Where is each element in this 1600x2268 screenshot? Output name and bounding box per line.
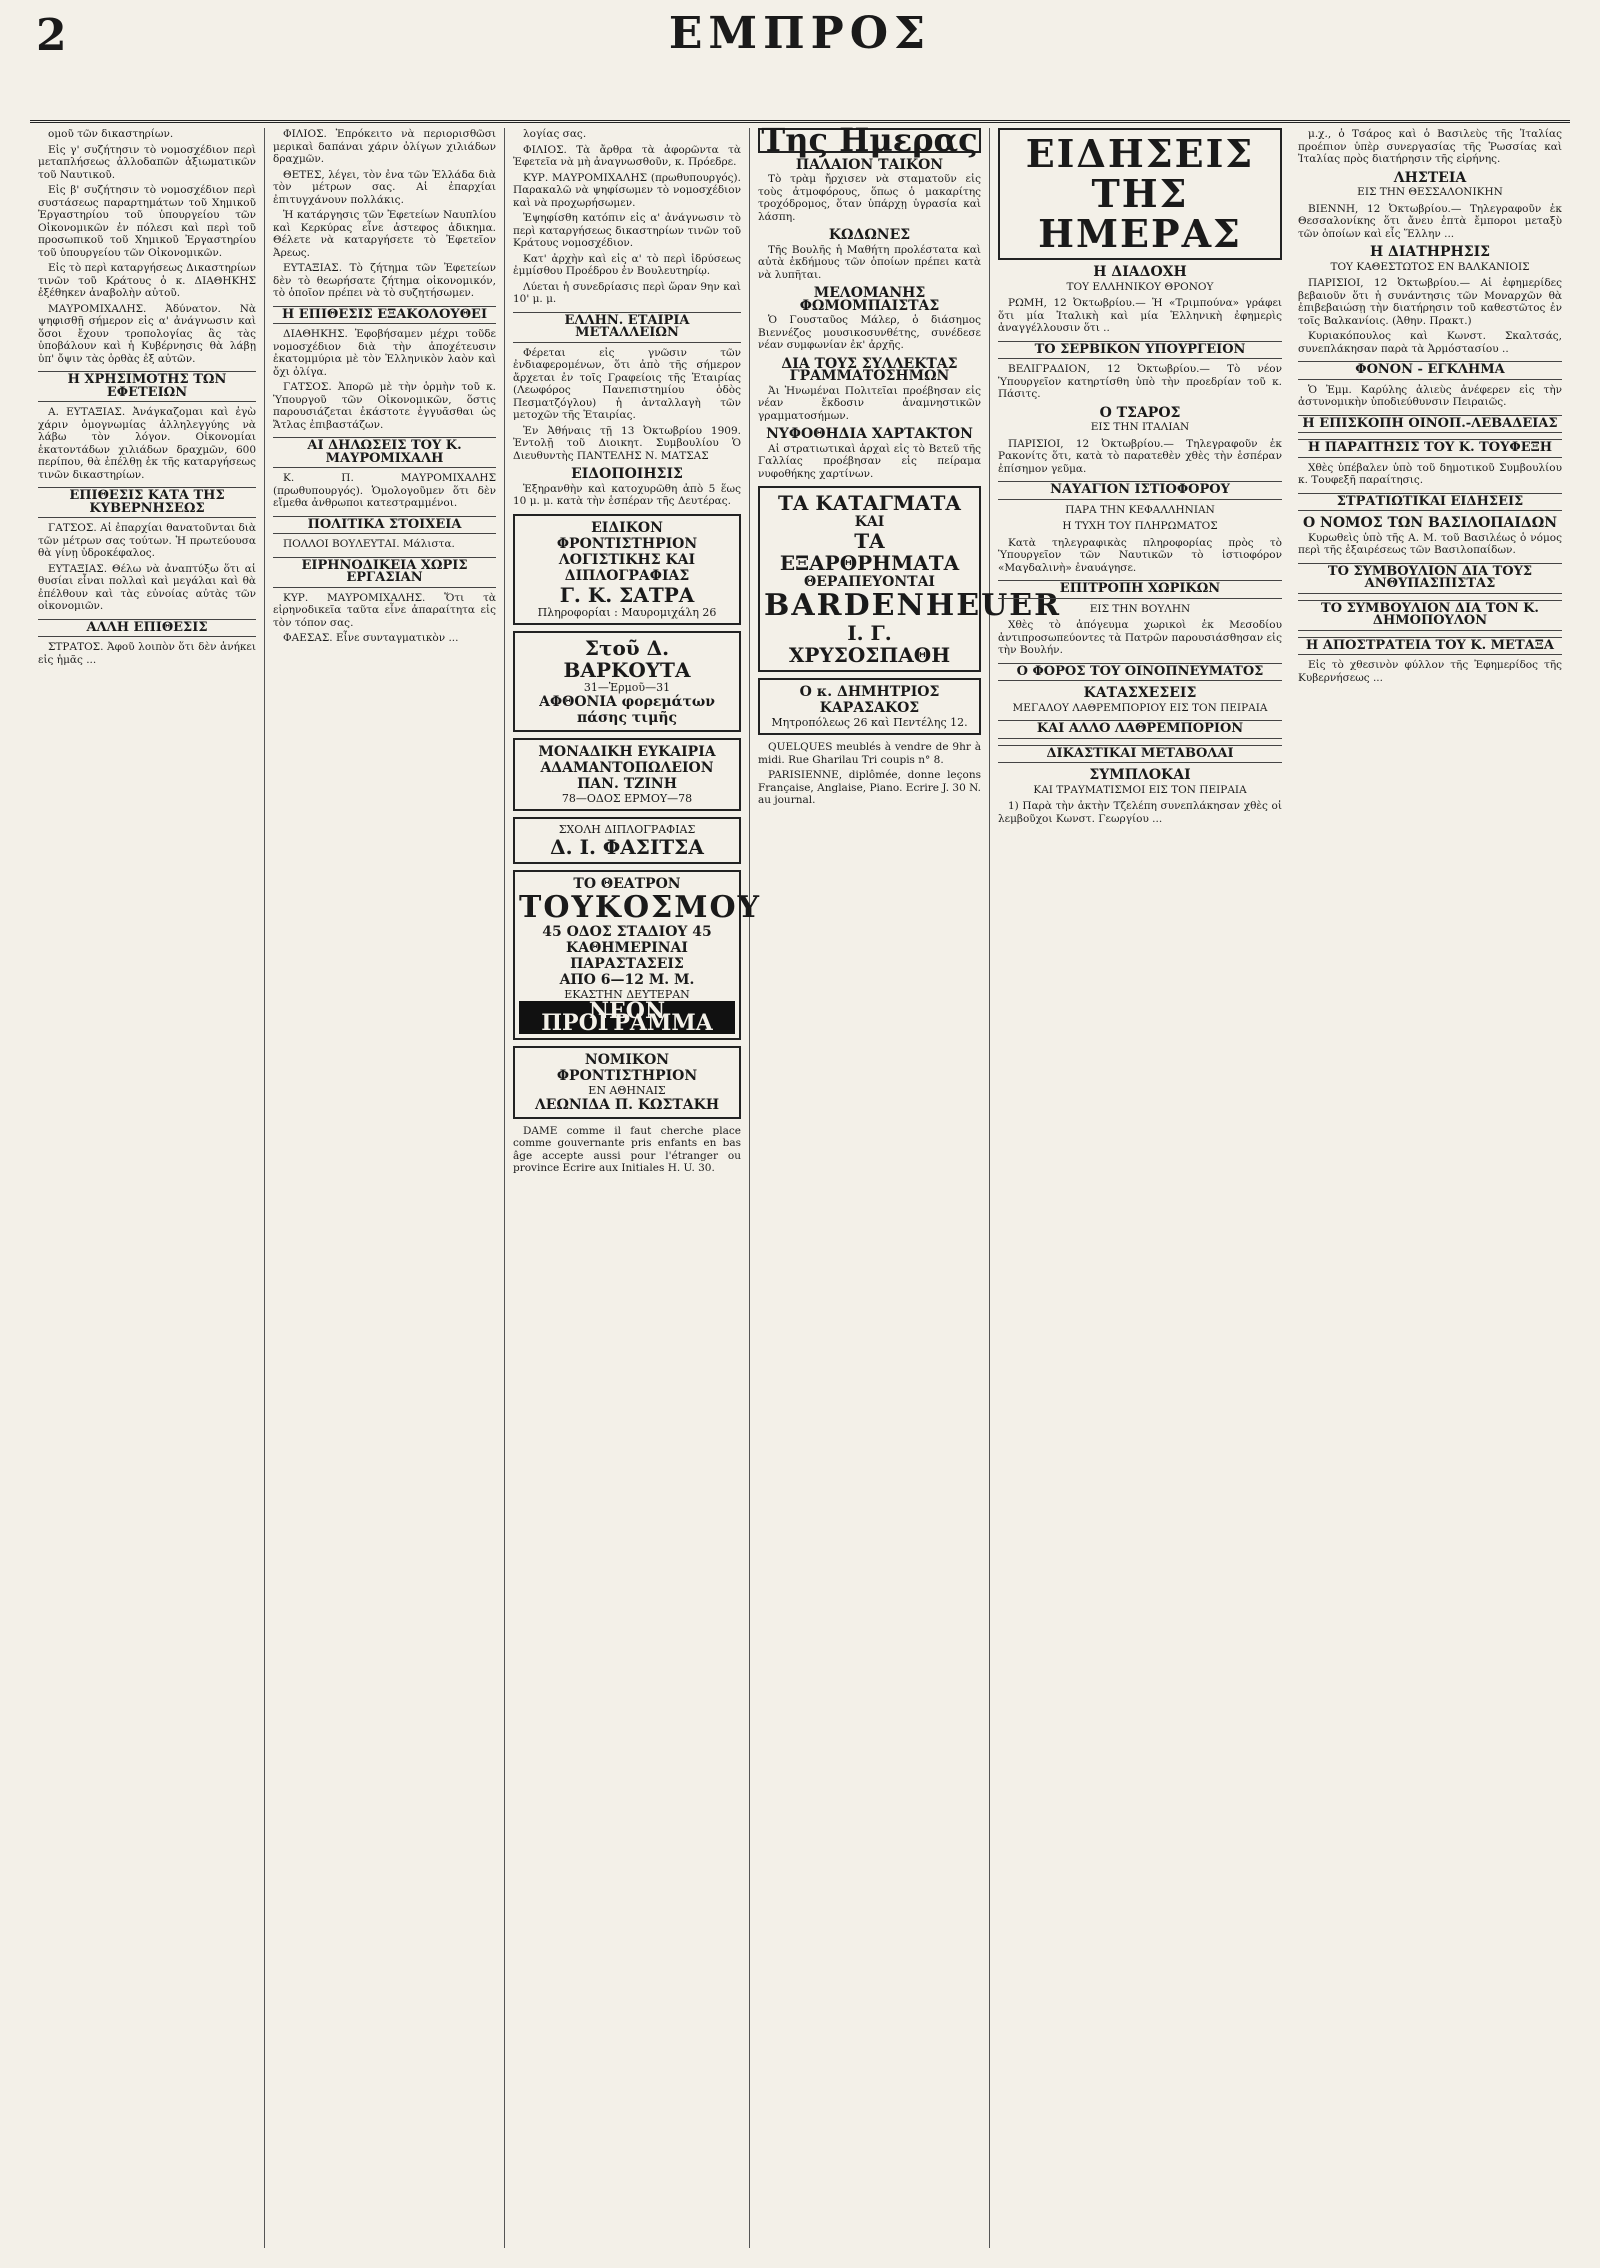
article-text: ομοῦ τῶν δικαστηρίων.	[48, 128, 174, 140]
article-text: Α. ΕΥΤΑΞΙΑΣ. Ἀνάγκαζομαι καὶ ἐγὼ χάριν ὁμογνωμίας ἀλληλεγγύης νὰ λάβω τὸν λόγον. Οἰκονομίαι ἑκατοντάδων χιλιάδων δραχμῶν, 600 περίπου, θὰ ἐπέλθῃ ἐκ τῆς καταργήσεως τινῶν δικαστηρίων.	[38, 406, 256, 481]
column-1	[30, 128, 265, 2248]
section-heading: ΕΠΙΤΡΟΠΗ ΧΩΡΙΚΩΝ	[998, 580, 1282, 599]
section-heading: ΤΟ ΣΥΜΒΟΥΛΙΟΝ ΔΙΑ ΤΟΝ Κ. ΔΗΜΟΠΟΥΛΟΝ	[1298, 600, 1562, 631]
ad-title: ΤΑ ΕΞΑΡΘΡΗΜΑΤΑ	[779, 529, 960, 575]
article-text: ΕΥΤΑΞΙΑΣ. Θέλω νὰ ἀναπτύξω ὅτι αἱ θυσίαι εἶναι πολλαὶ καὶ μεγάλαι καὶ θὰ ἐπέλθουν καὶ τὰς εὐνοίας αὐτὰς τῶν οἰκονομιῶν.	[38, 562, 256, 612]
ad-text: ΑΦΘΟΝΙΑ φορεμάτων πάσης τιμῆς	[539, 693, 715, 726]
article-text: Εἰς γ' συζήτησιν τὸ νομοσχέδιον περὶ μεταπλήσεως ἀλλοδαπῶν ἀξιωματικῶν τοῦ Ναυτικοῦ.	[38, 143, 256, 181]
article-text: ΓΑΤΣΟΣ. Αἱ ἐπαρχίαι θανατοῦνται διὰ τῶν μέτρων σας τούτων. Ἡ πρωτεύουσα θὰ γίνῃ ὑδροκέφαλος.	[38, 522, 256, 559]
article-text: Λύεται ἡ συνεδρίασις περὶ ὥραν 9ην καὶ 10' μ. μ.	[513, 280, 741, 305]
ad-name: ΛΕΩΝΙΔΑ Π. ΚΩΣΤΑΚΗ	[534, 1096, 720, 1113]
article-text: ΡΩΜΗ, 12 Ὀκτωβρίου.— Ἡ «Τριμπούνα» γράφει ὅτι μία Ἰταλικὴ καὶ μία Ἑλληνικὴ ἐφημερὶς ἀναγγέλλουσιν ὅτι ..	[998, 297, 1282, 334]
section-subheading: ΤΟΥ ΚΑΘΕΣΤΩΤΟΣ ΕΝ ΒΑΛΚΑΝΙΟΙΣ	[1330, 260, 1530, 273]
section-heading: ΔΙΑ ΤΟΥΣ ΣΥΛΛΕΚΤΑΣ ΓΡΑΜΜΑΤΟΣΗΜΩΝ	[781, 355, 958, 384]
section-heading: ΔΙΚΑΣΤΙΚΑΙ ΜΕΤΑΒΟΛΑΙ	[998, 745, 1282, 764]
ad-title: ΝΟΜΙΚΟΝ ΦΡΟΝΤΙΣΤΗΡΙΟΝ	[556, 1051, 698, 1084]
section-heading: ΕΠΙΘΕΣΙΣ ΚΑΤΑ ΤΗΣ ΚΥΒΕΡΝΗΣΕΩΣ	[38, 487, 256, 518]
article-text: ΓΑΤΣΟΣ. Ἀπορῶ μὲ τὴν ὁρμὴν τοῦ κ. Ὑπουργοῦ τῶν Οἰκονομικῶν, ὅστις παρουσιάζεται ἐκάστοτε ἐγγυᾶσθαι ὡς Ἄτλας ἐπιβαστάζων.	[273, 381, 496, 431]
section-subheading: ΜΕΓΑΛΟΥ ΛΑΘΡΕΜΠΟΡΙΟΥ ΕΙΣ ΤΟΝ ΠΕΙΡΑΙΑ	[1012, 701, 1268, 714]
newspaper-name: ΕΜΠΡΟΣ	[668, 8, 932, 59]
section-heading: Η ΕΠΙΘΕΣΙΣ ΕΞΑΚΟΛΟΥΘΕΙ	[273, 306, 496, 325]
column-6	[1290, 128, 1570, 2248]
article-text: Κυριακόπουλος καὶ Κωνστ. Σκαλτσάς, συνεπλάκησαν παρὰ τὰ Ἀρμόστασίου ..	[1298, 330, 1562, 355]
section-heading: ΚΑΙ ΑΛΛΟ ΛΑΘΡΕΜΠΟΡΙΟΝ	[998, 720, 1282, 739]
section-heading: ΚΑΤΑΣΧΕΣΕΙΣ	[1083, 685, 1197, 701]
ad-text: 78—ΟΔΟΣ ΕΡΜΟΥ—78	[561, 791, 693, 805]
advertisement	[513, 631, 741, 732]
article-text: ΦΑΕΣΑΣ. Εἶνε συνταγματικὸν ...	[283, 632, 459, 644]
ad-name: BARDENHEUER	[764, 588, 1062, 623]
section-heading: ΠΑΛΑΙΟΝ ΤΑΙΚΟΝ	[795, 156, 944, 173]
article-text: Εἰς τὸ χθεσινὸν φύλλον τῆς Ἐφημερίδος τῆς Κυβερνήσεως ...	[1298, 659, 1562, 684]
section-heading: ΝΑΥΑΓΙΟΝ ΙΣΤΙΟΦΟΡΟΥ	[998, 481, 1282, 500]
section-heading: Η ΠΑΡΑΙΤΗΣΙΣ ΤΟΥ Κ. ΤΟΥΦΕΞΗ	[1298, 439, 1562, 458]
article-text: Φέρεται εἰς γνῶσιν τῶν ἐνδιαφερομένων, ὅτι ἀπὸ τῆς σήμερον ἄρχεται ἐν τοῖς Γραφείοις τῆς Ἑταιρίας (Λεωφόρος Πανεπιστημίου ὁδὸς Πεσματζόγλου) ἡ ἀνταλλαγὴ τῶν μετοχῶν τῆς Ἑταιρίας.	[513, 346, 741, 421]
columns	[30, 121, 1570, 2248]
section-heading: Η ΧΡΗΣΙΜΟΤΗΣ ΤΩΝ ΕΦΕΤΕΙΩΝ	[38, 371, 256, 402]
section-heading: Ο ΝΟΜΟΣ ΤΩΝ ΒΑΣΙΛΟΠΑΙΔΩΝ	[1302, 515, 1558, 531]
ad-text: Μητροπόλεως 26 καὶ Πεντέλης 12.	[771, 716, 968, 729]
ad-text: 31—Ἑρμοῦ—31	[583, 680, 671, 694]
section-heading: Ο ΤΣΑΡΟΣ	[1099, 404, 1181, 421]
ad-text: 45 ΟΔΟΣ ΣΤΑΔΙΟΥ 45	[542, 923, 712, 940]
article-text: Ἡ κατάργησις τῶν Ἐφετείων Ναυπλίου καὶ Κερκύρας εἶνε ἀστεφος ἀδικημα. Θέλετε νὰ καταργήσετε τὸ Ἐφετεῖον Ἀρεως.	[273, 209, 496, 259]
masthead	[30, 8, 1570, 123]
article-text: ΒΙΕΝΝΗ, 12 Ὀκτωβρίου.— Τηλεγραφοῦν ἐκ Θεσσαλονίκης ὅτι ἄνευ ἑπτὰ ἔμποροι μεταξὺ τῶν ὁποίων καὶ εἷς Ἕλλην ...	[1298, 202, 1562, 240]
article-text: Εἰς τὸ περὶ καταργήσεως Δικαστηρίων τινῶν τοῦ Κράτους ὁ κ. ΔΙΑΘΗΚΗΣ ἐξέθηκεν ἀναβολὴν αὐτοῦ.	[38, 262, 256, 299]
article-text: ΚΥΡ. ΜΑΥΡΟΜΙΧΑΛΗΣ. Ὅτι τὰ εἰρηνοδικεῖα ταῦτα εἶνε ἀπαραίτητα εἰς τὸν τόπον σας.	[273, 591, 496, 629]
article-text: Εἰς β' συζήτησιν τὸ νομοσχέδιον περὶ συστάσεως παραρτημάτων τοῦ Χημικοῦ Ἐργαστηρίου τοῦ ὑπουργείου τῶν Οἰκονομικῶν ἐν πόλεσι καὶ περὶ τοῦ προσωπικοῦ τοῦ Χημικοῦ Ἐργαστηρίου τοῦ ὑπουργείου τῶν Οἰκονομικῶν.	[38, 184, 256, 259]
section-heading: ΣΥΜΠΛΟΚΑΙ	[1089, 767, 1191, 783]
ad-text: ΚΑΘΗΜΕΡΙΝΑΙ ΠΑΡΑΣΤΑΣΕΙΣ	[566, 939, 688, 972]
section-heading: Η ΑΠΟΣΤΡΑΤΕΙΑ ΤΟΥ Κ. ΜΕΤΑΞΑ	[1298, 637, 1562, 656]
section-heading: ΕΙΔΟΠΟΙΗΣΙΣ	[571, 466, 683, 482]
article-text: Αἱ στρατιωτικαὶ ἀρχαὶ εἰς τὸ Βετεῦ τῆς Γαλλίας προέβησαν εἰς πείραμα νυφοθήκης χαρτίνων.	[758, 442, 981, 480]
ad-subtitle: ΕΝ ΑΘΗΝΑΙΣ	[588, 1083, 666, 1097]
article-text: Τῆς Βουλῆς ἡ Μαθήτη προλέστατα καὶ αὐτὰ ἐκδήμους τῶν ὁποίων πρέπει κατὰ νὰ λυπῆται.	[758, 243, 981, 281]
ad-text: Πληροφορίαι : Μαυρομιχάλη 26	[537, 605, 717, 619]
column-4	[750, 121, 1062, 2248]
article-text: ΘΕΤΕΣ, λέγει, τὸν ἐνα τῶν Ἑλλάδα διὰ τὸν μέτρων σας. Αἱ ἐπαρχίαι ἐπιτυγχάνουν πολλάκις.	[273, 168, 496, 206]
section-subheading: ΕΙΣ ΤΗΝ ΙΤΑΛΙΑΝ	[1090, 421, 1190, 433]
advertisement	[513, 1046, 741, 1119]
advertisement	[758, 486, 1062, 672]
article-text: ΠΑΡΙΣΙΟΙ, 12 Ὀκτωβρίου.— Αἱ ἐφημερίδες βεβαιοῦν ὅτι ἡ συνάντησις τῶν Μοναρχῶν θὰ ἐπιβεβαιώσῃ τὴν διατήρησιν τοῦ καθεστῶτος ἐν τοῖς Βαλκανίοις. (Ἀθην. Πρακτ.)	[1298, 277, 1562, 327]
section-subheading: ΚΑΙ ΤΡΑΥΜΑΤΙΣΜΟΙ ΕΙΣ ΤΟΝ ΠΕΙΡΑΙΑ	[1033, 783, 1247, 796]
ad-name: Γ. Κ. ΣΑΤΡΑ	[559, 582, 695, 607]
ad-text: ΕΚΑΣΤΗΝ ΔΕΥΤΕΡΑΝ	[564, 987, 690, 1001]
article-text: ΠΑΡΙΣΙΟΙ, 12 Ὀκτωβρίου.— Τηλεγραφοῦν ἐκ Ρακονίτς ὅτι, κατὰ τὸ παρατεθὲν χθὲς τὴν ἑσπέραν ἐπίσημον γεῦμα.	[998, 437, 1282, 475]
article-text: ΕΥΤΑΞΙΑΣ. Τὸ ζήτημα τῶν Ἐφετείων δὲν τὸ θεωρήσατε ζήτημα οἰκονομικόν, τὸ ὁποῖον πρέπει νὰ τὸ συζητήσωμεν.	[273, 262, 496, 299]
ad-title: Στοῦ Δ. ΒΑΡΚΟΥΤΑ	[563, 635, 691, 682]
article-text: Ἐψηφίσθη κατόπιν εἰς α' ἀνάγνωσιν τὸ περὶ καταργήσεως δικαστηρίων τινῶν τοῦ Κράτους νομοσχέδιον.	[513, 212, 741, 249]
article-text: Ἑξηρανθὴν καὶ κατοχυρῶθη ἀπὸ 5 ἕως 10 μ. μ. κατὰ τὴν ἑσπέραν τῆς Δευτέρας.	[513, 482, 741, 507]
article-text: ΒΕΛΙΓΡΑΔΙΟΝ, 12 Ὀκτωβρίου.— Τὸ νέον Ὑπουργεῖον κατηρτίσθη ὑπὸ τὴν προεδρίαν τοῦ κ. Πάσιτς.	[998, 363, 1282, 400]
article-text: Κατὰ τηλεγραφικὰς πληροφορίας πρὸς τὸ Ὑπουργεῖον τῶν Ναυτικῶν τὸ ἱστιοφόρον «Μαγδαλινὴ» ἐναυάγησε.	[998, 536, 1282, 574]
column-title: Της Ημερας	[758, 128, 981, 153]
ad-text: ΘΕΡΑΠΕΥΟΝΤΑΙ	[804, 574, 935, 590]
section-subheading: ΤΟΥ ΕΛΛΗΝΙΚΟΥ ΘΡΟΝΟΥ	[1066, 280, 1214, 293]
section-heading: ΤΟ ΣΥΜΒΟΥΛΙΟΝ ΔΙΑ ΤΟΥΣ ΑΝΘΥΠΑΣΠΙΣΤΑΣ	[1298, 563, 1562, 594]
ad-title: ΤΟ ΘΕΑΤΡΟΝ	[573, 875, 681, 892]
section-subheading: ΕΙΣ ΤΗΝ ΒΟΥΛΗΝ	[1089, 602, 1191, 615]
theatre-advertisement	[513, 870, 762, 1040]
ad-title: ΜΟΝΑΔΙΚΗ ΕΥΚΑΙΡΙΑ	[538, 743, 716, 760]
section-subheading: ΕΙΣ ΤΗΝ ΘΕΣΣΑΛΟΝΙΚΗΝ	[1357, 186, 1503, 198]
section-heading: ΝΥΦΟΘΗΔΙΑ ΧΑΡΤΑΚΤΟΝ	[766, 426, 973, 442]
article-text: λογίας σας.	[523, 128, 587, 140]
section-heading: ΑΙ ΔΗΛΩΣΕΙΣ ΤΟΥ Κ. ΜΑΥΡΟΜΙΧΑΛΗ	[273, 437, 496, 468]
ad-subtitle: ΑΔΑΜΑΝΤΟΠΩΛΕΙΟΝ ΠΑΝ. ΤΖΙΝΗ	[540, 759, 714, 792]
news-of-the-day-title: ΕΙΔΗΣΕΙΣ ΤΗΣ ΗΜΕΡΑΣ	[998, 128, 1282, 260]
ad-title: ΣΧΟΛΗ ΔΙΠΛΟΓΡΑΦΙΑΣ	[558, 822, 696, 836]
ad-name: ΤΟΥΚΟΣΜΟΥ	[519, 889, 762, 925]
advertisement	[513, 817, 741, 864]
article-text: ΚΥΡ. ΜΑΥΡΟΜΙΧΑΛΗΣ (πρωθυπουργός). Παρακαλῶ νὰ ψηφίσωμεν τὸ νομοσχέδιον καὶ νὰ προχωρήσωμεν.	[513, 171, 741, 209]
article-text: Κ. Π. ΜΑΥΡΟΜΙΧΑΛΗΣ (πρωθυπουργός). Ὁμολογοῦμεν ὅτι δὲν εἴμεθα ἀνθρωποι κατεστραμμένοι.	[273, 472, 496, 509]
article-text: Ὁ Γουσταῦος Μάλερ, ὁ διάσημος Βιεννέζος μουσικοσυνθέτης, συνέδεσε νέαν συμφωνίαν ἐκ' ἀρχῆς.	[758, 314, 981, 351]
ad-text: ΑΠΟ 6—12 Μ. Μ.	[559, 971, 695, 988]
classified-ad: DAME comme il faut cherche place comme gouvernante pris enfants en bas âge accepte aussi pour l'étranger ou province Ecrire aux Initiales H. U. 30.	[513, 1124, 741, 1174]
article-text: Κατ' ἀρχὴν καὶ εἰς α' τὸ περὶ ἱδρύσεως ἐμμίσθου Προέδρου ἐν Βουλευτηρίῳ.	[513, 252, 741, 277]
section-heading: ΠΟΛΙΤΙΚΑ ΣΤΟΙΧΕΙΑ	[273, 516, 496, 535]
section-heading: ΣΤΡΑΤΙΩΤΙΚΑΙ ΕΙΔΗΣΕΙΣ	[1298, 493, 1562, 512]
section-heading: ΦΟΝΟΝ - ΕΓΚΛΗΜΑ	[1298, 361, 1562, 380]
ad-banner: ΝΕΟΝ ΠΡΟΓΡΑΜΜΑ	[519, 1001, 735, 1034]
article-text: Κυρωθεὶς ὑπὸ τῆς Α. Μ. τοῦ Βασιλέως ὁ νόμος περὶ τῆς ἐξαιρέσεως τῶν Βασιλοπαίδων.	[1298, 531, 1562, 556]
ad-title: ΕΙΔΙΚΟΝ ΦΡΟΝΤΙΣΤΗΡΙΟΝ	[556, 519, 698, 552]
ad-name: Δ. Ι. ΦΑΣΙΤΣΑ	[550, 834, 704, 859]
classified-ad: QUELQUES meublés à vendre de 9hr à midi. Rue Gharilau Tri coupis n° 8.	[758, 741, 981, 766]
article-text: Ὁ Ἐμμ. Καρύλης ἀλιεὺς ἀνέφερεν εἰς τὴν ἀστυνομικὴν ὑποδιεύθυνσιν Πειραιῶς.	[1298, 383, 1562, 408]
section-heading: ΚΩΔΩΝΕΣ	[828, 227, 911, 243]
article-text: Τὸ τρὰμ ἤρχισεν νὰ σταματοῦν εἰς τοὺς ἀτμοφόρους, ὅπως ὁ μακαρίτης τροχόδρομος, ὅταν ὑπάρχῃ ὑγρασία καὶ λάσπη.	[758, 173, 981, 223]
section-heading: ΜΕΛΟΜΑΝΗΣ ΦΩΜΟΜΠΑΙΣΤΑΣ	[799, 285, 940, 314]
column-3	[505, 128, 762, 2248]
section-heading: Η ΕΠΙΣΚΟΠΗ ΟΙΝΟΠ.-ΛΕΒΑΔΕΙΑΣ	[1298, 415, 1562, 434]
section-heading: ΑΛΛΗ ΕΠΙΘΕΣΙΣ	[38, 619, 256, 638]
article-text: ΜΑΥΡΟΜΙΧΑΛΗΣ. Ἀδύνατον. Νὰ ψηφισθῇ σήμερον εἰς α' ἀνάγνωσιν καὶ ὅσοι ἔχουν τροπολογίας ἂς τὰς ὑποβάλουν καὶ ἡ Κυβέρνησις θὰ λάβῃ ὑπ' ὄψιν τὰς ὁρθὰς ἐξ αὐτῶν.	[38, 302, 256, 365]
column-5	[990, 128, 1290, 2248]
ad-title: Ο κ. ΔΗΜΗΤΡΙΟΣ ΚΑΡΑΣΑΚΟΣ	[799, 684, 940, 716]
article-text: Χθὲς τὸ ἀπόγευμα χωρικοὶ ἐκ Μεσοδίου ἀντιπροσωπεύοντες τὰ Πατρῶν παρουσιάσθησαν εἰς τὴν Βουλήν.	[998, 619, 1282, 656]
article-text: ΠΟΛΛΟΙ ΒΟΥΛΕΥΤΑΙ. Μάλιστα.	[283, 538, 455, 550]
section-heading: ΕΛΛΗΝ. ΕΤΑΙΡΙΑ ΜΕΤΑΛΛΕΙΩΝ	[513, 312, 741, 343]
article-text: ΔΙΑΘΗΚΗΣ. Ἐφοβήσαμεν μέχρι τοῦδε νομοσχέδιον διὰ τὴν ἀποχέτευσιν ἐκατομμύρια μὲ τὸν Ἑλληνικὸν λαὸν καὶ ὄχι ὀλίγα.	[273, 328, 496, 378]
advertisement	[513, 738, 741, 811]
article-text: Χθὲς ὑπέβαλεν ὑπὸ τοῦ δημοτικοῦ Συμβουλίου κ. Τουφεξῆ παραίτησις.	[1298, 461, 1562, 486]
ad-text: ΚΑΙ	[854, 514, 885, 530]
section-heading: Η ΔΙΑΤΗΡΗΣΙΣ	[1369, 244, 1491, 260]
ad-subtitle: ΛΟΓΙΣΤΙΚΗΣ ΚΑΙ ΔΙΠΛΟΓΡΑΦΙΑΣ	[558, 551, 696, 584]
section-heading: Ο ΦΟΡΟΣ ΤΟΥ ΟΙΝΟΠΝΕΥΜΑΤΟΣ	[998, 663, 1282, 682]
ad-title: ΤΑ ΚΑΤΑΓΜΑΤΑ	[778, 491, 961, 515]
advertisement	[758, 678, 981, 735]
column-2	[265, 128, 505, 2248]
page-number: 2	[36, 10, 67, 61]
article-text: ΦΙΛΙΟΣ. Ἐπρόκειτο νὰ περιορισθῶσι μερικαὶ δαπάναι χάριν ὀλίγων χιλιάδων δραχμῶν.	[273, 128, 496, 165]
article-text: Ἐν Ἀθήναις τῇ 13 Ὀκτωβρίου 1909. Ἐντολῇ τοῦ Διοικητ. Συμβουλίου Ὁ Διευθυντὴς ΠΑΝΤΕΛΗΣ Ν. ΜΑΤΣΑΣ	[513, 424, 741, 462]
section-heading: Η ΔΙΑΔΟΧΗ	[1093, 264, 1187, 280]
section-heading: ΛΗΣΤΕΙΑ	[1393, 169, 1467, 186]
article-text: 1) Παρὰ τὴν ἀκτὴν Τζελέπη συνεπλάκησαν χθὲς οἱ λεμβοῦχοι Κωνστ. Γεωργίου ...	[998, 800, 1282, 825]
article-text: ΣΤΡΑΤΟΣ. Ἀφοῦ λοιπὸν ὅτι δὲν ἀνήκει εἰς ἡμᾶς ...	[38, 641, 256, 666]
section-heading: ΕΙΡΗΝΟΔΙΚΕΙΑ ΧΩΡΙΣ ΕΡΓΑΣΙΑΝ	[273, 557, 496, 588]
article-text: μ.χ., ὁ Τσάρος καὶ ὁ Βασιλεὺς τῆς Ἰταλίας προέπιον ὑπὲρ συνεργασίας τῆς Ῥωσσίας καὶ Ἰταλίας πρὸς διατήρησιν τῆς εἰρήνης.	[1298, 128, 1562, 165]
article-text: Ἀι Ἠνωμέναι Πολιτεῖαι προέβησαν εἰς νέαν ἔκδοσιν ἀναμνηστικῶν γραμματοσήμων.	[758, 384, 981, 422]
article-text: ΦΙΛΙΟΣ. Τὰ ἄρθρα τὰ ἀφορῶντα τὰ Ἐφετεῖα νὰ μὴ ἀναγνωσθοῦν, κ. Πρόεδρε.	[513, 143, 741, 168]
ad-name: Ι. Γ. ΧΡΥΣΟΣΠΑΘΗ	[788, 621, 951, 667]
section-subheading: ΠΑΡΑ ΤΗΝ ΚΕΦΑΛΛΗΝΙΑΝ	[1065, 503, 1215, 516]
advertisement	[513, 514, 741, 625]
section-heading: ΤΟ ΣΕΡΒΙΚΟΝ ΥΠΟΥΡΓΕΙΟΝ	[998, 341, 1282, 360]
section-subheading: Η ΤΥΧΗ ΤΟΥ ΠΛΗΡΩΜΑΤΟΣ	[1062, 520, 1218, 532]
classified-ad: PARISIENNE, diplômée, donne leçons Française, Anglaise, Piano. Ecrire J. 30 N. au journal.	[758, 769, 981, 806]
